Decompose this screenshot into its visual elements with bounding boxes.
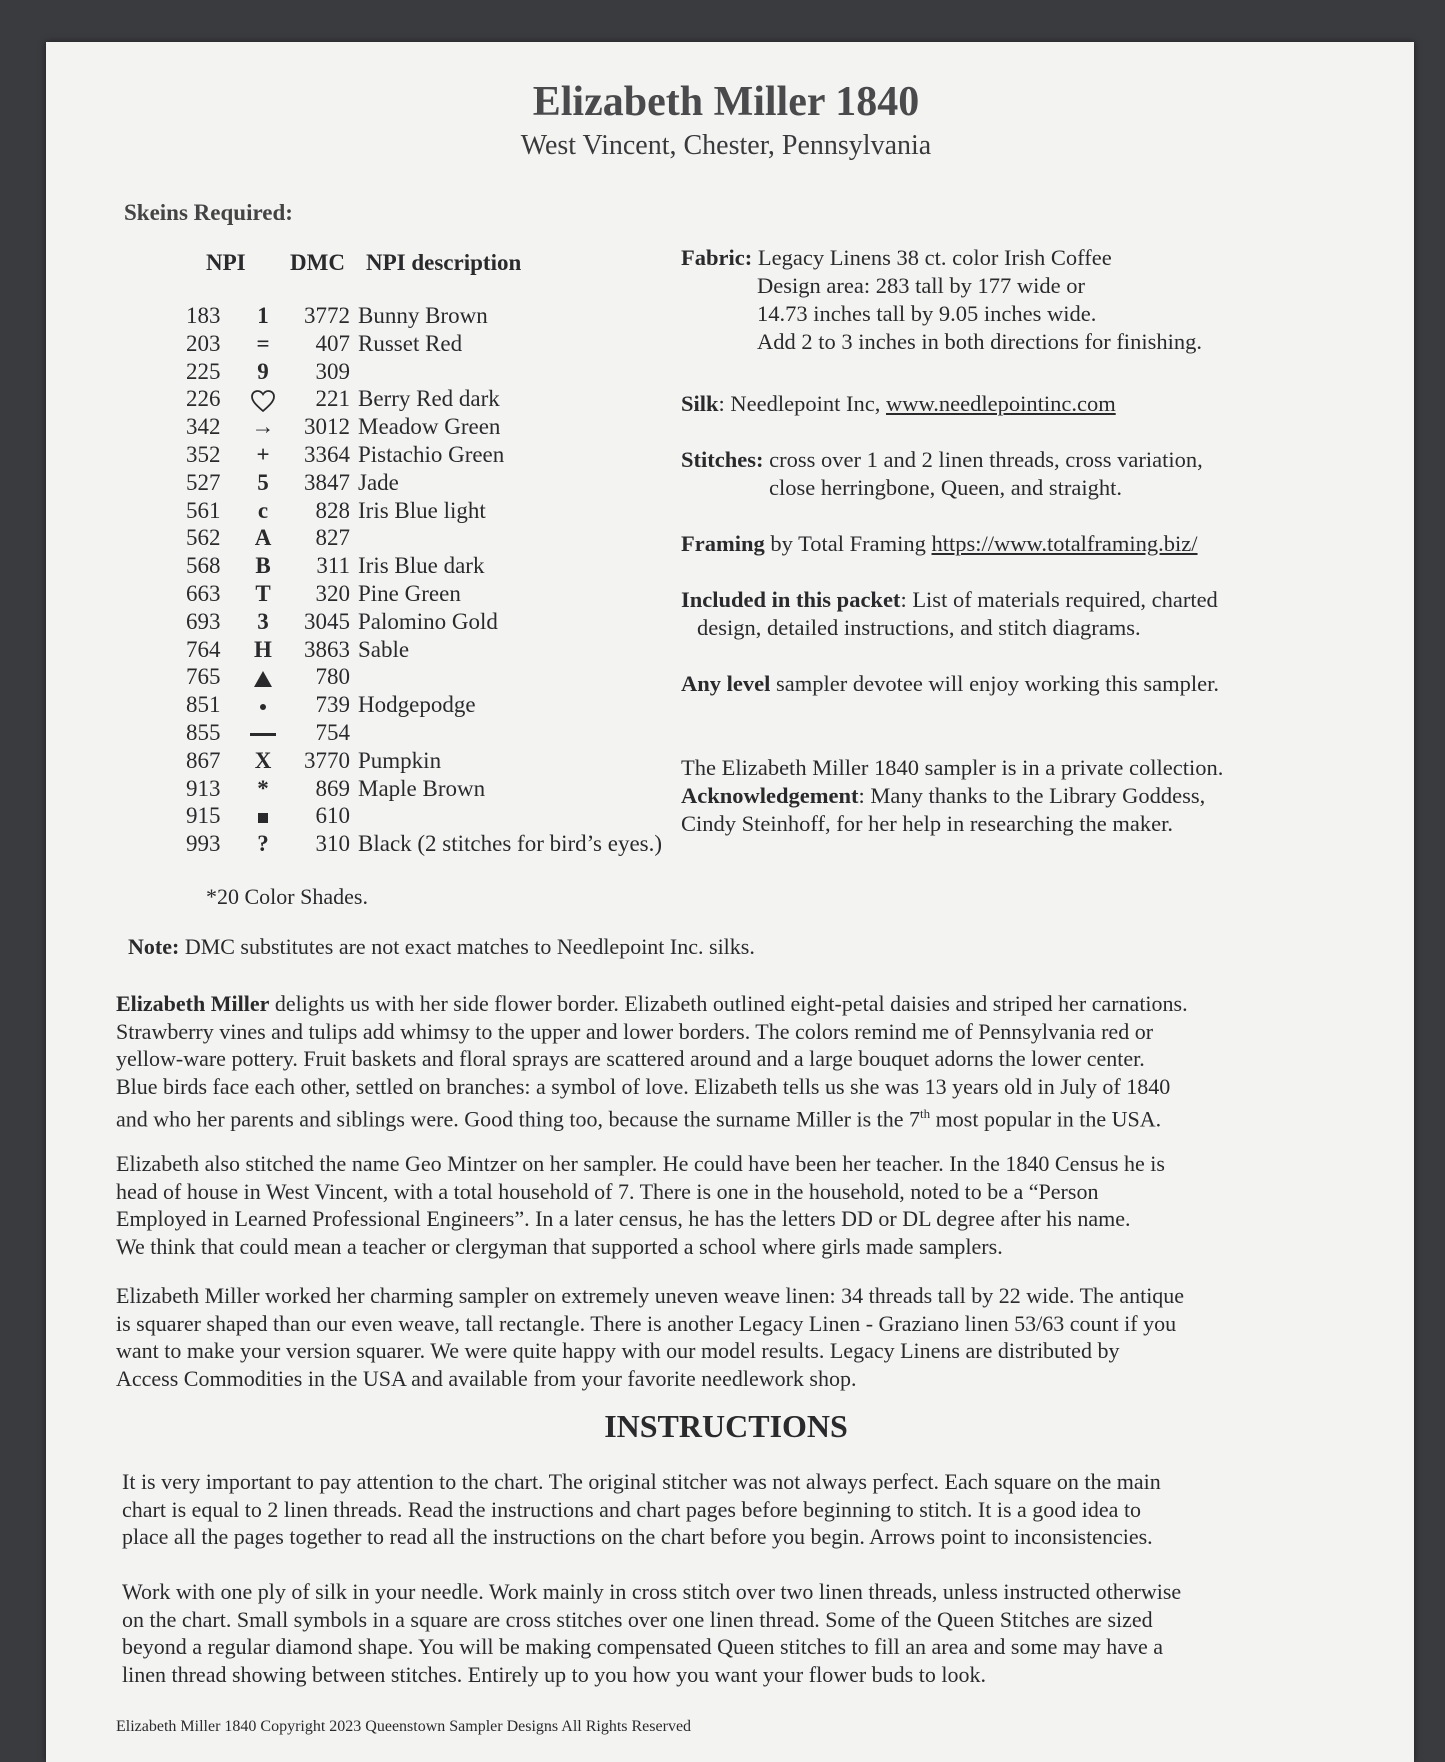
- fabric-line-2: Design area: 283 tall by 177 wide or: [757, 273, 1086, 298]
- included-line-1: : List of materials required, charted: [900, 587, 1218, 612]
- thread-symbol: +: [256, 441, 270, 467]
- thread-npi: 993: [186, 831, 221, 857]
- p1-line-3: Blue birds face each other, settled on branches: a symbol of love. Elizabeth tells us she was 13 years old in July of 1840: [116, 1073, 1171, 1099]
- fabric-block: [681, 244, 1381, 356]
- thread-symbol: B: [255, 553, 271, 579]
- fabric-line-1: Legacy Linens 38 ct. color Irish Coffee: [757, 245, 1112, 270]
- header-dmc: DMC: [290, 250, 345, 275]
- thread-symbol: 5: [257, 469, 269, 495]
- thread-dmc: 3012: [304, 414, 350, 440]
- thread-description: Jade: [358, 469, 399, 495]
- thread-npi: 183: [186, 303, 221, 328]
- thread-dmc: 869: [315, 775, 350, 801]
- thread-npi: 568: [186, 553, 221, 579]
- header-npi: NPI: [206, 250, 246, 275]
- framing-block: [681, 530, 1381, 558]
- thread-description: Hodgepodge: [358, 692, 476, 718]
- heart-icon: [248, 385, 278, 413]
- stitches-label: Stitches:: [681, 447, 764, 472]
- included-block: [681, 586, 1381, 642]
- thread-dmc: 827: [315, 525, 350, 551]
- thread-dmc: 3863: [304, 636, 350, 662]
- anylevel-text: sampler devotee will enjoy working this sampler.: [776, 671, 1220, 696]
- p5-line-2: beyond a regular diamond shape. You will be making compensated Queen stitches to fill an area and some may have a: [122, 1634, 1164, 1659]
- thread-npi: 527: [186, 469, 221, 495]
- header-desc: NPI description: [366, 250, 522, 275]
- thread-description: Berry Red dark: [358, 386, 500, 412]
- thread-dmc: 221: [315, 386, 350, 412]
- thread-symbol: =: [256, 330, 270, 356]
- p2-line-2: Employed in Learned Professional Engineers”. In a later census, he has the letters DD or DL degree after his name.: [116, 1206, 1131, 1231]
- thread-description: Black (2 stitches for bird’s eyes.): [358, 831, 663, 857]
- thread-dmc: 309: [315, 358, 350, 384]
- ack-line-2: Cindy Steinhoff, for her help in researching the maker.: [681, 811, 1173, 836]
- p1-line-2: yellow-ware pottery. Fruit baskets and floral sprays are scattered around and a large bouquet adorns the lower center.: [116, 1046, 1145, 1071]
- thread-dmc: 828: [315, 497, 350, 523]
- thread-dmc: 320: [315, 580, 350, 606]
- triangle-icon: [248, 663, 278, 691]
- thread-npi: 225: [186, 358, 221, 384]
- p4-line-0: It is very important to pay attention to the chart. The original stitcher was not always perfect. Each square on the main: [122, 1469, 1161, 1494]
- thread-dmc: 310: [315, 831, 350, 857]
- thread-symbol: 1: [257, 303, 269, 328]
- note: [128, 934, 755, 960]
- stitches-line-2: close herringbone, Queen, and straight.: [769, 475, 1123, 500]
- thread-description: Maple Brown: [358, 775, 486, 801]
- p5-line-1: on the chart. Small symbols in a square are cross stitches over one linen thread. Some of the Queen Stitches are sized: [122, 1606, 1153, 1632]
- thread-npi: 855: [186, 719, 221, 745]
- anylevel-label: Any level: [681, 671, 771, 696]
- thread-dmc: 739: [315, 692, 350, 718]
- p1-superscript: th: [920, 1106, 931, 1121]
- p3-line-1: is squarer shaped than our even weave, tall rectangle. There is another Legacy Linen - Graziano linen 53/63 count if you: [116, 1310, 1177, 1336]
- p2-line-1: head of house in West Vincent, with a total household of 7. There is one in the household, noted to be a “Person: [116, 1178, 1099, 1204]
- thread-dmc: 3847: [304, 469, 350, 495]
- thread-npi: 203: [186, 330, 221, 356]
- color-shades: *20 Color Shades.: [206, 884, 368, 909]
- thread-npi: 352: [186, 441, 221, 467]
- thread-description: Russet Red: [358, 330, 463, 356]
- p3-line-3: Access Commodities in the USA and available from your favorite needlework shop.: [116, 1365, 857, 1391]
- thread-symbol: 9: [257, 358, 269, 384]
- thread-symbol: T: [255, 580, 271, 606]
- p2-line-0: Elizabeth also stitched the name Geo Mintzer on her sampler. He could have been her teacher. In the 1840 Census he is: [116, 1151, 1165, 1176]
- thread-description: Iris Blue dark: [358, 553, 485, 579]
- paragraph-4: [122, 1468, 1382, 1551]
- thread-symbol: X: [254, 747, 272, 773]
- instructions-heading: INSTRUCTIONS: [604, 1408, 848, 1444]
- thread-npi: 913: [186, 775, 221, 801]
- thread-npi: 562: [186, 525, 221, 551]
- thread-npi: 561: [186, 497, 221, 523]
- ack-label: Acknowledgement: [681, 783, 859, 808]
- p5-line-0: Work with one ply of silk in your needle. Work mainly in cross stitch over two linen threads, unless instructed otherwise: [122, 1579, 1182, 1604]
- thread-description: Bunny Brown: [358, 303, 488, 328]
- p1-line-5: most popular in the USA.: [935, 1106, 1162, 1132]
- paragraph-5: [122, 1578, 1382, 1688]
- page-title: Elizabeth Miller 1840: [532, 79, 920, 125]
- silk-text: : Needlepoint Inc,: [718, 391, 881, 416]
- thread-npi: 663: [186, 580, 221, 606]
- thread-dmc: 754: [315, 719, 350, 745]
- thread-dmc: 3772: [304, 303, 350, 328]
- dot-icon: [248, 691, 278, 719]
- thread-npi: 851: [186, 692, 221, 718]
- paragraph-3: [116, 1282, 1376, 1392]
- thread-description: Iris Blue light: [358, 497, 486, 523]
- thread-description: Pistachio Green: [358, 441, 505, 467]
- thread-dmc: 407: [315, 330, 350, 356]
- framing-label: Framing: [681, 531, 765, 556]
- private-collection: The Elizabeth Miller 1840 sampler is in a private collection.: [681, 755, 1224, 780]
- square-icon: [248, 802, 278, 830]
- thread-description: Meadow Green: [358, 414, 501, 440]
- ack-line-1: : Many thanks to the Library Goddess,: [858, 783, 1206, 808]
- silk-link[interactable]: www.needlepointinc.com: [885, 391, 1116, 416]
- note-label: Note:: [128, 934, 180, 959]
- document-page: [46, 42, 1414, 1762]
- p1-line-1: Strawberry vines and tulips add whimsy to the upper and lower borders. The colors remind me of Pennsylvania red or: [116, 1018, 1154, 1044]
- thread-dmc: 311: [316, 553, 350, 579]
- paragraph-1: [116, 990, 1376, 1133]
- dash-icon: [248, 719, 278, 747]
- thread-npi: 226: [186, 386, 221, 412]
- framing-link[interactable]: https://www.totalframing.biz/: [931, 531, 1198, 556]
- thread-description: Pine Green: [358, 580, 461, 606]
- silk-label: Silk: [681, 391, 719, 416]
- paragraph-2: [116, 1150, 1376, 1260]
- p3-line-2: want to make your version squarer. We were quite happy with our model results. Legacy Linens are distributed by: [116, 1338, 1120, 1363]
- thread-dmc: 3045: [304, 608, 350, 634]
- thread-npi: 867: [186, 747, 221, 773]
- fabric-label: Fabric:: [681, 245, 753, 270]
- p1-bold: Elizabeth Miller: [116, 991, 270, 1016]
- p2-line-3: We think that could mean a teacher or clergyman that supported a school where girls made samplers.: [116, 1233, 1003, 1259]
- thread-description: Palomino Gold: [358, 608, 498, 634]
- page-subtitle: West Vincent, Chester, Pennsylvania: [520, 130, 932, 161]
- thread-npi: 693: [186, 608, 221, 634]
- thread-symbol: H: [254, 636, 272, 662]
- acknowledgement-block: [681, 754, 1381, 838]
- p5-line-3: linen thread showing between stitches. Entirely up to you how you want your flower buds to look.: [122, 1661, 986, 1687]
- thread-dmc: 610: [315, 803, 350, 829]
- stitches-block: [681, 446, 1381, 502]
- p4-line-2: place all the pages together to read all the instructions on the chart before you begin. Arrows point to inconsistencies.: [122, 1524, 1153, 1549]
- thread-npi: 342: [186, 414, 221, 440]
- thread-dmc: 780: [315, 664, 350, 690]
- thread-symbol: ?: [257, 831, 269, 857]
- skeins-heading: Skeins Required:: [124, 200, 293, 225]
- thread-symbol: A: [254, 525, 272, 551]
- p4-line-1: chart is equal to 2 linen threads. Read the instructions and chart pages before beginning to stitch. It is a good idea to: [122, 1496, 1142, 1522]
- thread-description: Sable: [358, 636, 410, 662]
- thread-symbol: *: [257, 775, 269, 801]
- thread-npi: 764: [186, 636, 221, 662]
- included-label: Included in this packet: [681, 587, 901, 612]
- p1-line-0: delights us with her side flower border. Elizabeth outlined eight-petal daisies and striped her carnations.: [274, 991, 1188, 1016]
- note-text: DMC substitutes are not exact matches to Needlepoint Inc. silks.: [184, 934, 755, 959]
- fabric-line-3: 14.73 inches tall by 9.05 inches wide.: [757, 301, 1097, 326]
- thread-dmc: 3364: [304, 441, 350, 467]
- thread-dmc: 3770: [304, 747, 350, 773]
- thread-npi: 765: [186, 664, 221, 690]
- footer-copyright: Elizabeth Miller 1840 Copyright 2023 Queenstown Sampler Designs All Rights Reserved: [116, 1718, 692, 1735]
- thread-symbol: c: [257, 497, 269, 523]
- thread-symbol: 3: [257, 608, 269, 634]
- silk-block: [681, 390, 1381, 418]
- stitches-line-1: cross over 1 and 2 linen threads, cross variation,: [769, 447, 1203, 472]
- fabric-line-4: Add 2 to 3 inches in both directions for finishing.: [757, 329, 1202, 354]
- anylevel-block: [681, 670, 1381, 698]
- p1-line-4: and who her parents and siblings were. Good thing too, because the surname Miller is the 7: [116, 1106, 921, 1132]
- included-line-2: design, detailed instructions, and stitch diagrams.: [697, 615, 1141, 640]
- thread-description: Pumpkin: [358, 747, 442, 773]
- framing-text: by Total Framing: [770, 531, 926, 556]
- p3-line-0: Elizabeth Miller worked her charming sampler on extremely uneven weave linen: 34 threads tall by 22 wide. The antique: [116, 1283, 1185, 1308]
- thread-symbol: →: [251, 414, 275, 440]
- thread-npi: 915: [186, 803, 221, 829]
